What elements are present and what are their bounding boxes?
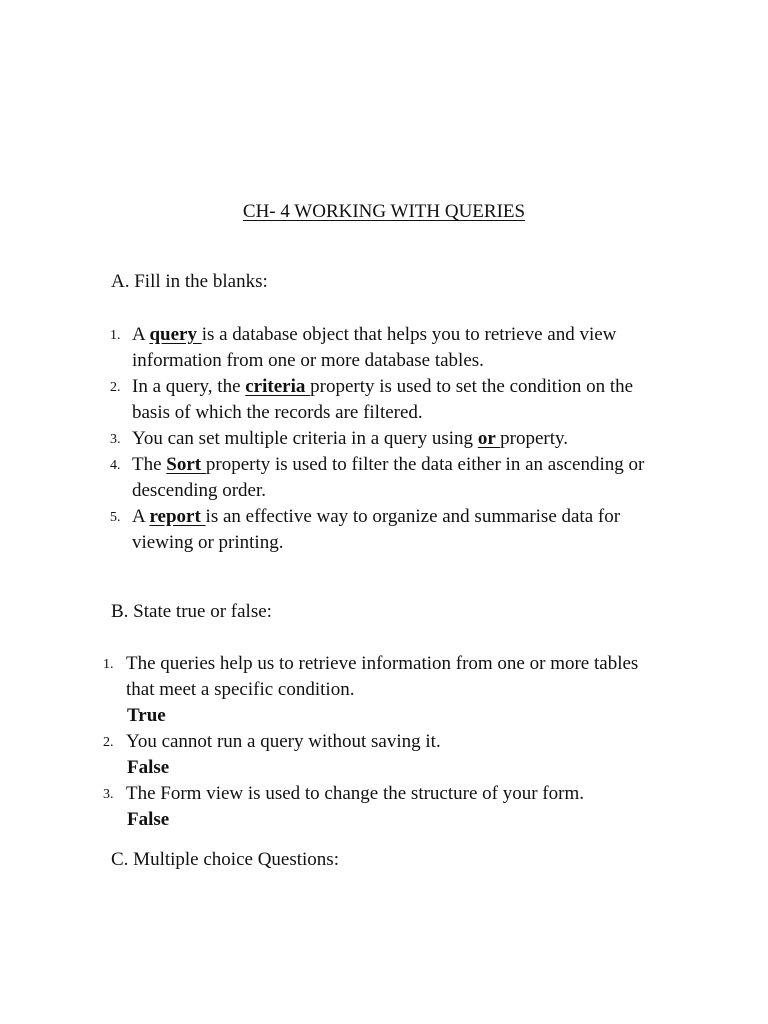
blank-answer: query (149, 324, 202, 345)
list-item (110, 374, 730, 426)
item-text (110, 322, 730, 348)
item-text-line2: that meet a specific condition. (126, 679, 355, 700)
list-item (110, 426, 730, 452)
true-false-answer: False (127, 809, 170, 830)
blank-answer: criteria (245, 376, 311, 397)
item-number: 3. (103, 787, 114, 802)
item-text-line2: viewing or printing. (132, 532, 284, 553)
item-text: The queries help us to retrieve information from one or more tables (126, 653, 639, 674)
section-c-heading: C. Multiple choice Questions: (111, 849, 339, 870)
fill-in-blanks-list (110, 322, 730, 556)
list-item (110, 322, 730, 374)
item-number: 1. (103, 657, 114, 672)
page-title (0, 200, 768, 224)
item-text-post: property is used to filter the data either in an ascending or (205, 454, 645, 475)
item-text-post: is an effective way to organize and summarise data for (205, 506, 621, 527)
item-text-line2: descending order. (132, 480, 267, 501)
item-text: You cannot run a query without saving it. (126, 731, 441, 752)
item-number: 3. (110, 432, 121, 447)
list-item (103, 729, 733, 781)
list-item (103, 651, 733, 729)
item-text-pre: You can set multiple criteria in a query using (132, 428, 478, 449)
item-text-pre: A (132, 506, 150, 527)
section-b-heading: B. State true or false: (111, 601, 272, 622)
item-number: 1. (110, 328, 121, 343)
item-number: 5. (110, 510, 121, 525)
item-number: 2. (110, 380, 121, 395)
page-title-text: CH- 4 WORKING WITH QUERIES (242, 201, 526, 222)
item-text-line2: information from one or more database tables. (132, 350, 484, 371)
blank-answer: Sort (166, 454, 206, 475)
blank-answer: or (477, 428, 501, 449)
item-text (110, 452, 730, 478)
item-text-post: property is used to set the condition on the (310, 376, 634, 397)
list-item (110, 504, 730, 556)
item-text (110, 426, 730, 452)
item-text-pre: In a query, the (132, 376, 246, 397)
blank-answer: report (149, 506, 206, 527)
list-item (110, 452, 730, 504)
item-text-post: is a database object that helps you to retrieve and view (201, 324, 617, 345)
item-text-pre: A (132, 324, 150, 345)
item-text-line2: basis of which the records are filtered. (132, 402, 423, 423)
true-false-answer: True (127, 705, 166, 726)
item-text-post: property. (500, 428, 569, 449)
item-text (110, 504, 730, 530)
item-number: 2. (103, 735, 114, 750)
true-false-answer: False (127, 757, 170, 778)
true-false-list (103, 651, 733, 833)
item-text (110, 374, 730, 400)
item-text-pre: The (132, 454, 167, 475)
section-a-heading: A. Fill in the blanks: (111, 271, 268, 292)
item-text: The Form view is used to change the structure of your form. (126, 783, 584, 804)
item-number: 4. (110, 458, 121, 473)
list-item (103, 781, 733, 833)
